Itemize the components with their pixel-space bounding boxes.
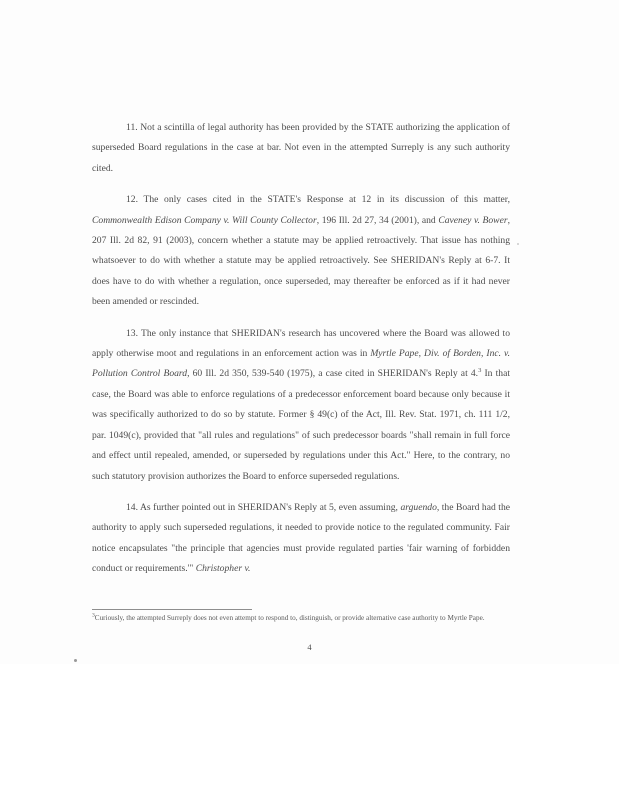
page-number: 4 bbox=[307, 643, 312, 652]
footnote-block bbox=[92, 613, 510, 624]
paragraph-14-text-2: , the Board had the authority to apply such superseded regulations, it needed to provide notice to the regulated community. Fair notice encapsulates "the principle that agencies must provide regulated parties 'fair warning of forbidden conduct or requirements.'" bbox=[92, 501, 511, 575]
paragraph-12-text-3: , 207 Ill. 2d 82, 91 (2003), concern whether a statute may be applied retroactively. That issue has nothing whatsoever to do with whether a statute may be applied retroactively. See SHERIDAN's Reply at 6-7. It does have to do with whether a regulation, once superseded, may thereafter be enforced as if it had never been amended or rescinded. bbox=[92, 214, 510, 308]
paragraph-12 bbox=[92, 190, 510, 312]
paragraph-11-text: 11. Not a scintilla of legal authority has been provided by the STATE authorizing the application of superseded Board regulations in the case at bar. Not even in the attempted Surreply is any such authority cited. bbox=[92, 122, 510, 174]
scan-speck bbox=[74, 659, 77, 662]
paragraph-13-text-3: In that case, the Board was able to enforce regulations of a predecessor enforcement board because only because it was specifically authorized to do so by statute. Former § 49(c) of the Act, Ill. Rev. Stat. 1971, ch. 111 1/2, par. 1049(c), provided that "all rules and regulations" of such predecessor boards "shall remain in full force and effect until repealed, amended, or superseded by regulations under this Act." Here, to the contrary, no such statutory provision authorizes the Board to enforce superseded regulations. bbox=[92, 368, 510, 482]
case-citation-christopher: Christopher v. bbox=[195, 563, 251, 575]
case-citation-myrtle-pape: Myrtle Pape, Div. of Borden, Inc. v. Pollution Control Board bbox=[92, 348, 510, 380]
paragraph-11 bbox=[92, 118, 510, 179]
paragraph-13-text-2: , 60 Ill. 2d 350, 539-540 (1975), a case cited in SHERIDAN's Reply at 4. bbox=[187, 368, 479, 380]
footnote-text: Curiously, the attempted Surreply does not even attempt to respond to, distinguish, or provide alternative case authority to Myrtle Pape. bbox=[94, 614, 485, 622]
paragraph-12-text-1: 12. The only cases cited in the STATE's Response at 12 in its discussion of this matter, bbox=[126, 194, 510, 206]
paragraph-13 bbox=[92, 324, 510, 487]
case-citation-caveney: Caveney v. Bower bbox=[438, 214, 508, 226]
footnote-number: 3 bbox=[92, 612, 95, 619]
latin-term-arguendo: arguendo bbox=[400, 501, 437, 513]
paragraph-12-text-2: , 196 Ill. 2d 27, 34 (2001), and bbox=[316, 214, 439, 226]
footnote-separator bbox=[92, 609, 252, 610]
paragraph-14 bbox=[92, 498, 510, 580]
body-text bbox=[92, 118, 510, 580]
scan-speck bbox=[517, 243, 519, 245]
footnote-reference-3: 3 bbox=[478, 367, 482, 375]
paragraph-13-text-1: 13. The only instance that SHERIDAN's research has uncovered where the Board was allowed to apply otherwise moot and regulations in an enforcement action was in bbox=[92, 327, 510, 360]
case-citation-commonwealth-edison: Commonwealth Edison Company v. Will County Collector bbox=[92, 214, 317, 226]
page-bottom-margin bbox=[0, 664, 619, 800]
paragraph-14-text-1: 14. As further pointed out in SHERIDAN's Reply at 5, even assuming, bbox=[126, 501, 401, 513]
